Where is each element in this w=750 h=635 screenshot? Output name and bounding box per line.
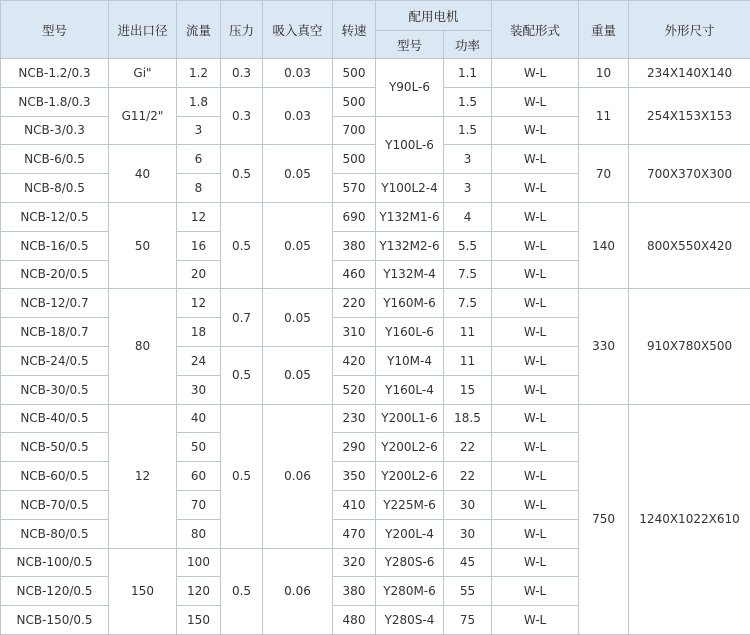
cell-speed: 380 bbox=[333, 577, 376, 606]
cell-model: NCB-60/0.5 bbox=[1, 462, 109, 491]
cell-model: NCB-40/0.5 bbox=[1, 404, 109, 433]
header-row bbox=[1, 1, 750, 31]
cell-flow: 40 bbox=[177, 404, 221, 433]
cell-vacuum: 0.06 bbox=[263, 404, 333, 548]
cell-flow: 3 bbox=[177, 116, 221, 145]
cell-model: NCB-1.8/0.3 bbox=[1, 87, 109, 116]
table-row bbox=[1, 202, 750, 231]
header-weight: 重量 bbox=[579, 1, 629, 59]
cell-pressure: 0.5 bbox=[221, 404, 263, 548]
cell-speed: 420 bbox=[333, 346, 376, 375]
cell-flow: 50 bbox=[177, 433, 221, 462]
cell-power: 7.5 bbox=[444, 289, 492, 318]
header-pressure: 压力 bbox=[221, 1, 263, 59]
cell-model: NCB-16/0.5 bbox=[1, 231, 109, 260]
cell-model: NCB-150/0.5 bbox=[1, 606, 109, 635]
header-inlet-outlet-diameter: 进出口径 bbox=[109, 1, 177, 59]
cell-flow: 30 bbox=[177, 375, 221, 404]
cell-vacuum: 0.05 bbox=[263, 202, 333, 288]
header-assembly: 装配形式 bbox=[492, 1, 579, 59]
cell-inlet: 50 bbox=[109, 202, 177, 288]
header-model: 型号 bbox=[1, 1, 109, 59]
cell-assembly: W-L bbox=[492, 548, 579, 577]
cell-dimensions: 234X140X140 bbox=[629, 59, 750, 88]
cell-power: 55 bbox=[444, 577, 492, 606]
cell-flow: 20 bbox=[177, 260, 221, 289]
cell-power: 22 bbox=[444, 462, 492, 491]
cell-motor-model: Y100L2-4 bbox=[376, 174, 444, 203]
cell-flow: 8 bbox=[177, 174, 221, 203]
cell-weight: 140 bbox=[579, 202, 629, 288]
cell-speed: 350 bbox=[333, 462, 376, 491]
cell-power: 22 bbox=[444, 433, 492, 462]
cell-speed: 230 bbox=[333, 404, 376, 433]
cell-model: NCB-24/0.5 bbox=[1, 346, 109, 375]
table-row bbox=[1, 87, 750, 116]
header-motor-power: 功率 bbox=[444, 31, 492, 59]
cell-pressure: 0.5 bbox=[221, 145, 263, 203]
cell-weight: 330 bbox=[579, 289, 629, 404]
cell-assembly: W-L bbox=[492, 462, 579, 491]
cell-motor-model: Y280M-6 bbox=[376, 577, 444, 606]
cell-power: 45 bbox=[444, 548, 492, 577]
cell-inlet: 40 bbox=[109, 145, 177, 203]
cell-flow: 12 bbox=[177, 202, 221, 231]
cell-weight: 11 bbox=[579, 87, 629, 145]
cell-speed: 380 bbox=[333, 231, 376, 260]
cell-model: NCB-3/0.3 bbox=[1, 116, 109, 145]
cell-flow: 80 bbox=[177, 519, 221, 548]
cell-model: NCB-70/0.5 bbox=[1, 490, 109, 519]
cell-motor-model: Y280S-6 bbox=[376, 548, 444, 577]
cell-assembly: W-L bbox=[492, 116, 579, 145]
cell-motor-model: Y90L-6 bbox=[376, 59, 444, 117]
cell-motor-model: Y200L1-6 bbox=[376, 404, 444, 433]
cell-pressure: 0.3 bbox=[221, 87, 263, 145]
cell-motor-model: Y200L-4 bbox=[376, 519, 444, 548]
cell-power: 7.5 bbox=[444, 260, 492, 289]
cell-power: 18.5 bbox=[444, 404, 492, 433]
cell-flow: 70 bbox=[177, 490, 221, 519]
cell-motor-model: Y132M-4 bbox=[376, 260, 444, 289]
cell-assembly: W-L bbox=[492, 433, 579, 462]
cell-power: 30 bbox=[444, 519, 492, 548]
cell-speed: 480 bbox=[333, 606, 376, 635]
cell-weight: 750 bbox=[579, 404, 629, 634]
cell-flow: 60 bbox=[177, 462, 221, 491]
cell-pressure: 0.5 bbox=[221, 346, 263, 404]
cell-motor-model: Y200L2-6 bbox=[376, 462, 444, 491]
cell-assembly: W-L bbox=[492, 174, 579, 203]
cell-model: NCB-12/0.7 bbox=[1, 289, 109, 318]
table-row bbox=[1, 145, 750, 174]
cell-pressure: 0.5 bbox=[221, 548, 263, 634]
cell-power: 1.5 bbox=[444, 87, 492, 116]
cell-flow: 12 bbox=[177, 289, 221, 318]
cell-motor-model: Y160L-6 bbox=[376, 318, 444, 347]
cell-model: NCB-12/0.5 bbox=[1, 202, 109, 231]
cell-speed: 520 bbox=[333, 375, 376, 404]
cell-speed: 290 bbox=[333, 433, 376, 462]
cell-weight: 10 bbox=[579, 59, 629, 88]
cell-flow: 1.8 bbox=[177, 87, 221, 116]
cell-speed: 320 bbox=[333, 548, 376, 577]
header-motor-model: 型号 bbox=[376, 31, 444, 59]
cell-assembly: W-L bbox=[492, 260, 579, 289]
cell-model: NCB-8/0.5 bbox=[1, 174, 109, 203]
cell-power: 1.5 bbox=[444, 116, 492, 145]
cell-inlet: 150 bbox=[109, 548, 177, 634]
cell-flow: 16 bbox=[177, 231, 221, 260]
cell-flow: 100 bbox=[177, 548, 221, 577]
cell-speed: 220 bbox=[333, 289, 376, 318]
cell-motor-model: Y132M2-6 bbox=[376, 231, 444, 260]
cell-flow: 6 bbox=[177, 145, 221, 174]
cell-motor-model: Y225M-6 bbox=[376, 490, 444, 519]
cell-assembly: W-L bbox=[492, 318, 579, 347]
cell-speed: 470 bbox=[333, 519, 376, 548]
cell-speed: 500 bbox=[333, 59, 376, 88]
cell-power: 30 bbox=[444, 490, 492, 519]
cell-power: 15 bbox=[444, 375, 492, 404]
cell-model: NCB-100/0.5 bbox=[1, 548, 109, 577]
cell-model: NCB-120/0.5 bbox=[1, 577, 109, 606]
cell-vacuum: 0.03 bbox=[263, 87, 333, 145]
header-dimensions: 外形尺寸 bbox=[629, 1, 750, 59]
cell-dimensions: 910X780X500 bbox=[629, 289, 750, 404]
cell-speed: 310 bbox=[333, 318, 376, 347]
cell-model: NCB-80/0.5 bbox=[1, 519, 109, 548]
cell-dimensions: 1240X1022X610 bbox=[629, 404, 750, 634]
table-row bbox=[1, 404, 750, 433]
cell-speed: 700 bbox=[333, 116, 376, 145]
cell-assembly: W-L bbox=[492, 145, 579, 174]
cell-assembly: W-L bbox=[492, 490, 579, 519]
cell-pressure: 0.7 bbox=[221, 289, 263, 347]
cell-speed: 570 bbox=[333, 174, 376, 203]
cell-speed: 690 bbox=[333, 202, 376, 231]
cell-pressure: 0.5 bbox=[221, 202, 263, 288]
cell-vacuum: 0.05 bbox=[263, 346, 333, 404]
cell-speed: 460 bbox=[333, 260, 376, 289]
cell-dimensions: 700X370X300 bbox=[629, 145, 750, 203]
cell-power: 75 bbox=[444, 606, 492, 635]
cell-flow: 120 bbox=[177, 577, 221, 606]
cell-assembly: W-L bbox=[492, 59, 579, 88]
cell-assembly: W-L bbox=[492, 577, 579, 606]
cell-flow: 18 bbox=[177, 318, 221, 347]
cell-motor-model: Y200L2-6 bbox=[376, 433, 444, 462]
cell-inlet: Gi" bbox=[109, 59, 177, 88]
cell-model: NCB-18/0.7 bbox=[1, 318, 109, 347]
cell-motor-model: Y160M-6 bbox=[376, 289, 444, 318]
header-motor: 配用电机 bbox=[376, 1, 492, 31]
cell-motor-model: Y160L-4 bbox=[376, 375, 444, 404]
cell-assembly: W-L bbox=[492, 375, 579, 404]
header-speed: 转速 bbox=[333, 1, 376, 59]
cell-flow: 24 bbox=[177, 346, 221, 375]
cell-motor-model: Y132M1-6 bbox=[376, 202, 444, 231]
cell-speed: 500 bbox=[333, 87, 376, 116]
cell-power: 3 bbox=[444, 174, 492, 203]
header-flow: 流量 bbox=[177, 1, 221, 59]
cell-vacuum: 0.05 bbox=[263, 145, 333, 203]
cell-inlet: G11/2" bbox=[109, 87, 177, 145]
cell-assembly: W-L bbox=[492, 289, 579, 318]
cell-motor-model: Y100L-6 bbox=[376, 116, 444, 174]
cell-model: NCB-20/0.5 bbox=[1, 260, 109, 289]
cell-model: NCB-6/0.5 bbox=[1, 145, 109, 174]
cell-model: NCB-50/0.5 bbox=[1, 433, 109, 462]
cell-assembly: W-L bbox=[492, 231, 579, 260]
table-row bbox=[1, 289, 750, 318]
cell-power: 1.1 bbox=[444, 59, 492, 88]
cell-power: 11 bbox=[444, 346, 492, 375]
cell-inlet: 12 bbox=[109, 404, 177, 548]
cell-assembly: W-L bbox=[492, 519, 579, 548]
cell-dimensions: 254X153X153 bbox=[629, 87, 750, 145]
cell-motor-model: Y10M-4 bbox=[376, 346, 444, 375]
cell-power: 11 bbox=[444, 318, 492, 347]
cell-inlet: 80 bbox=[109, 289, 177, 404]
cell-dimensions: 800X550X420 bbox=[629, 202, 750, 288]
cell-vacuum: 0.03 bbox=[263, 59, 333, 88]
cell-power: 4 bbox=[444, 202, 492, 231]
cell-model: NCB-1.2/0.3 bbox=[1, 59, 109, 88]
cell-vacuum: 0.05 bbox=[263, 289, 333, 347]
cell-speed: 410 bbox=[333, 490, 376, 519]
table-row bbox=[1, 59, 750, 88]
cell-assembly: W-L bbox=[492, 346, 579, 375]
cell-vacuum: 0.06 bbox=[263, 548, 333, 634]
cell-weight: 70 bbox=[579, 145, 629, 203]
cell-power: 5.5 bbox=[444, 231, 492, 260]
cell-power: 3 bbox=[444, 145, 492, 174]
cell-assembly: W-L bbox=[492, 404, 579, 433]
cell-flow: 1.2 bbox=[177, 59, 221, 88]
cell-assembly: W-L bbox=[492, 87, 579, 116]
cell-speed: 500 bbox=[333, 145, 376, 174]
cell-pressure: 0.3 bbox=[221, 59, 263, 88]
cell-assembly: W-L bbox=[492, 606, 579, 635]
header-suction-vacuum: 吸入真空 bbox=[263, 1, 333, 59]
cell-assembly: W-L bbox=[492, 202, 579, 231]
cell-flow: 150 bbox=[177, 606, 221, 635]
cell-motor-model: Y280S-4 bbox=[376, 606, 444, 635]
cell-model: NCB-30/0.5 bbox=[1, 375, 109, 404]
